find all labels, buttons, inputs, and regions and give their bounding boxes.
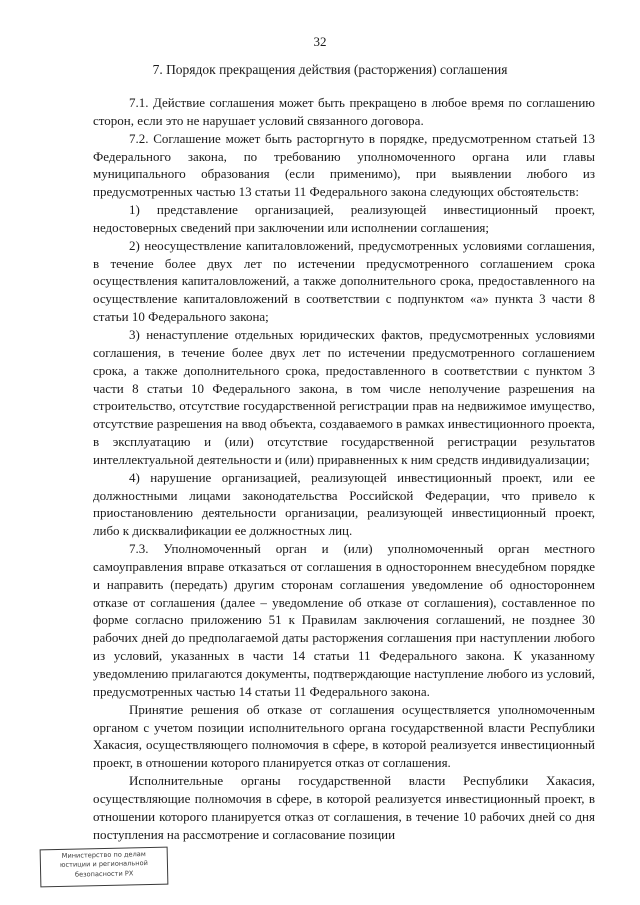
document-body [93,94,595,843]
stamp-line: безопасности РХ [74,869,134,879]
ministry-stamp [40,847,169,888]
paragraph-decision: Принятие решения об отказе от соглашения осуществляется уполномоченным органом с учетом позиции исполнительного органа государственной власти Республики Хакасия, осуществляющего полномочия в сфере, в которой реализуется инвестиционный проект, в отношении которого планируется отказ от соглашения. [93,701,595,771]
stamp-line: Министерство по делам [61,850,146,860]
paragraph-executive-bodies: Исполнительные органы государственной власти Республики Хакасия, осуществляющие полномочия в сфере, в которой реализуется инвестиционный проект, в отношении которого планируется отказ от соглашения, в течение 10 рабочих дней со дня поступления на рассмотрение и согласование позиции [93,773,595,842]
list-item-3: 3) ненаступление отдельных юридических фактов, предусмотренных условиями соглашения, в течение более двух лет по истечении предусмотренного соглашением срока, а также дополнительного срока, предоставленного в соответствии с пунктом 3 части 8 статьи 10 Федерального закона, в том числе неполучение разрешения на строительство, отсутствие государственной регистрации прав на недвижимое имущество, отсутствие разрешения на ввод объекта, создаваемого в рамках инвестиционного проекта, в эксплуатацию и (или) отсутствие государственной регистрации результатов интеллектуальной деятельности и (или) приравненных к ним средств индивидуализации; [93,326,595,467]
stamp-line: юстиции и региональной [59,859,148,870]
paragraph-7-2: 7.2. Соглашение может быть расторгнуто в порядке, предусмотренном статьей 13 Федерального закона, по требованию уполномоченного органа или главы муниципального образования (если применимо), при выявлении любого из предусмотренных частью 13 статьи 11 Федерального закона следующих обстоятельств: [93,130,595,200]
page-number: 32 [313,34,327,49]
paragraph-7-1: 7.1. Действие соглашения может быть прекращено в любое время по соглашению сторон, если это не нарушает условий связанного договора. [93,95,595,128]
paragraph-7-3: 7.3. Уполномоченный орган и (или) уполномоченный орган местного самоуправления вправе отказаться от соглашения в одностороннем внесудебном порядке и направить (передать) другим сторонам соглашения уведомление об одностороннем отказе от соглашения (далее – уведомление об отказе от соглашения), составленное по форме согласно приложению 51 к Правилам заключения соглашений, не позднее 30 рабочих дней до предполагаемой даты расторжения соглашения при наступлении любого из условий, указанных в части 14 статьи 11 Федерального закона. К указанному уведомлению прилагаются документы, подтверждающие наступление любого из условий, предусмотренных частью 14 статьи 11 Федерального закона. [93,541,595,699]
list-item-4: 4) нарушение организацией, реализующей инвестиционный проект, или ее должностными лицами законодательства Российской Федерации, что привело к приостановлению деятельности организации, реализующей инвестиционный проект, либо к дисквалификации ее должностных лиц. [93,469,595,539]
list-item-2: 2) неосуществление капиталовложений, предусмотренных условиями соглашения, в течение более двух лет по истечении предусмотренного соглашением срока осуществления капиталовложений, а также дополнительного срока, предоставленного на осуществление капиталовложений в соответствии с подпунктом «а» пункта 3 части 8 статьи 10 Федерального закона; [93,237,595,325]
list-item-1: 1) представление организацией, реализующей инвестиционный проект, недостоверных сведений при заключении или исполнении соглашения; [93,202,595,235]
section-title: 7. Порядок прекращения действия (расторжения) соглашения [152,62,508,77]
